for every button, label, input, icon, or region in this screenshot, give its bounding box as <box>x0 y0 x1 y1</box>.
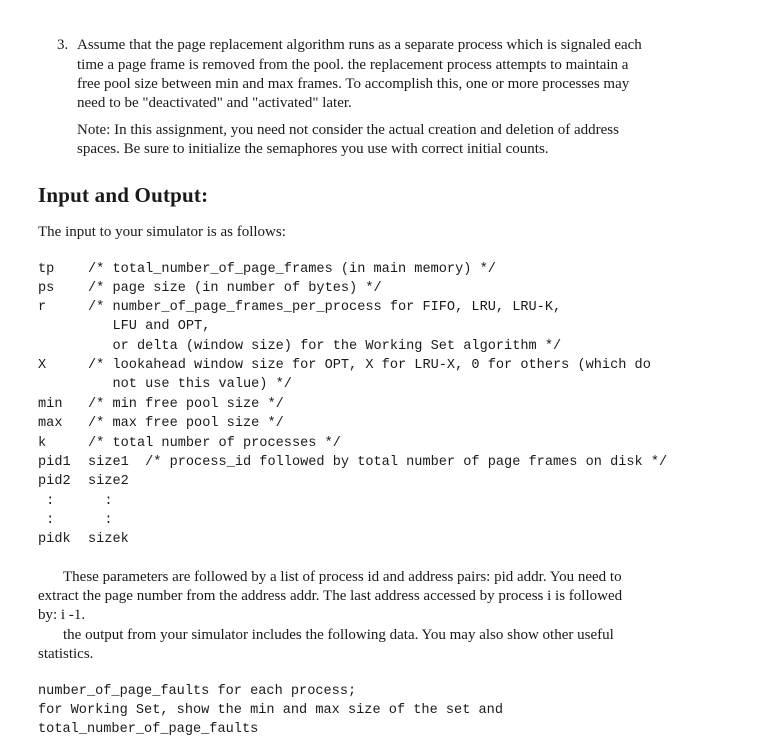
spec-key: tp <box>38 262 55 277</box>
item-text-line: time a page frame is removed from the pool. the replacement process attempts to maintain a <box>77 57 629 73</box>
spec-comment: or delta (window size) for the Working Set algorithm */ <box>88 339 562 354</box>
spec-comment: /* max free pool size */ <box>88 416 284 431</box>
section-intro: The input to your simulator is as follows: <box>38 224 286 240</box>
spec-comment: : <box>88 494 113 509</box>
output-code-line: number_of_page_faults for each process; <box>38 684 357 699</box>
note-text-line: spaces. Be sure to initialize the semaphores you use with correct initial counts. <box>77 141 549 157</box>
spec-key: min <box>38 397 63 412</box>
spec-key: pid2 <box>38 474 71 489</box>
spec-key: pid1 <box>38 455 71 470</box>
section-heading: Input and Output: <box>38 183 209 207</box>
output-text-line: the output from your simulator includes the following data. You may also show other useful <box>63 627 614 643</box>
params-text-line: by: i -1. <box>38 607 86 623</box>
spec-comment: sizek <box>88 532 129 547</box>
spec-comment: /* number_of_page_frames_per_process for FIFO, LRU, LRU-K, <box>88 300 562 315</box>
spec-comment: /* lookahead window size for OPT, X for LRU-X, 0 for others (which do <box>88 358 651 373</box>
spec-key: X <box>38 358 47 373</box>
spec-key: pidk <box>38 532 71 547</box>
spec-key: r <box>38 300 47 315</box>
output-code-line: total_number_of_page_faults <box>38 722 259 737</box>
spec-key: : <box>38 513 55 528</box>
spec-key: ps <box>38 281 55 296</box>
spec-comment: /* total number of processes */ <box>88 436 341 451</box>
spec-key: max <box>38 416 63 431</box>
spec-comment: size1 /* process_id followed by total number of page frames on disk */ <box>88 455 668 470</box>
spec-comment: size2 <box>88 474 129 489</box>
spec-key: : <box>38 494 55 509</box>
item-text-line: free pool size between min and max frames. To accomplish this, one or more processes may <box>77 76 630 92</box>
spec-comment: /* page size (in number of bytes) */ <box>88 281 382 296</box>
spec-comment: /* total_number_of_page_frames (in main memory) */ <box>88 262 496 277</box>
params-text-line: These parameters are followed by a list of process id and address pairs: pid addr. You need to <box>63 569 622 585</box>
params-text-line: extract the page number from the address addr. The last address accessed by process i is followed <box>38 588 623 604</box>
note-text-line: Note: In this assignment, you need not consider the actual creation and deletion of address <box>77 122 619 138</box>
spec-comment: : <box>88 513 113 528</box>
output-code-line: for Working Set, show the min and max size of the set and <box>38 703 503 718</box>
spec-comment: LFU and OPT, <box>88 319 211 334</box>
spec-comment: /* min free pool size */ <box>88 397 284 412</box>
item-number: 3. <box>57 37 69 53</box>
item-text-line: Assume that the page replacement algorithm runs as a separate process which is signaled each <box>77 37 642 53</box>
spec-comment: not use this value) */ <box>88 377 292 392</box>
spec-key: k <box>38 436 47 451</box>
output-text-line: statistics. <box>38 646 94 662</box>
item-text-line: need to be "deactivated" and "activated" later. <box>77 95 352 111</box>
